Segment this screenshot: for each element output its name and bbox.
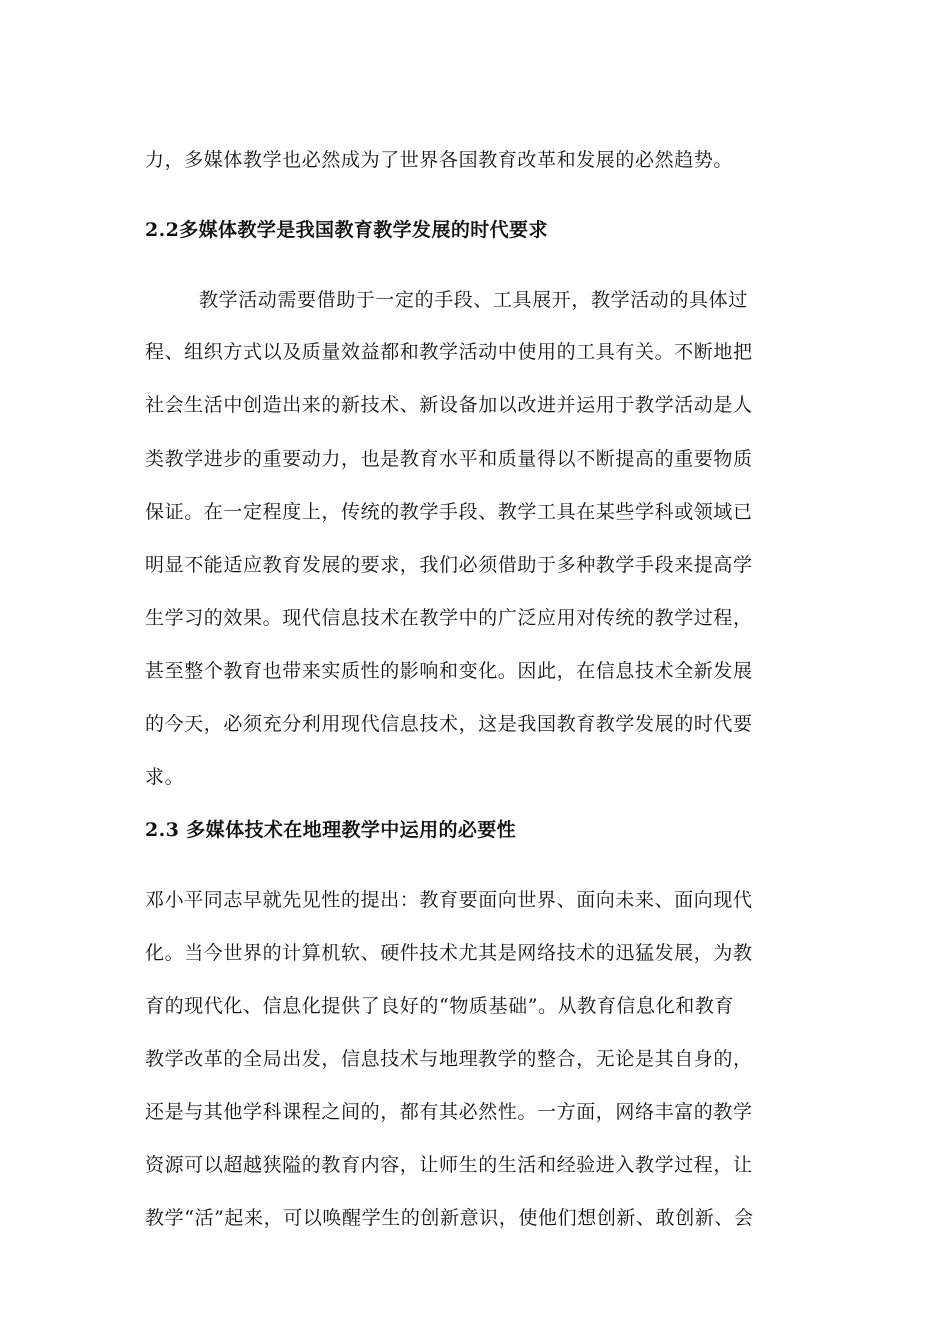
paragraph-line: 类教学进步的重要动力，也是教育水平和质量得以不断提高的重要物质 <box>145 448 753 470</box>
paragraph-line: 的今天，必须充分利用现代信息技术，这是我国教育教学发展的时代要 <box>145 713 753 735</box>
paragraph-line: 化。当今世界的计算机软、硬件技术尤其是网络技术的迅猛发展，为教 <box>145 942 753 964</box>
section-heading-2-2: 2.2多媒体教学是我国教育教学发展的时代要求 <box>145 219 548 241</box>
paragraph-line: 明显不能适应教育发展的要求，我们必须借助于多种教学手段来提高学 <box>145 554 753 576</box>
paragraph-line: 求。 <box>145 766 185 788</box>
paragraph-line: 生学习的效果。现代信息技术在教学中的广泛应用对传统的教学过程， <box>145 607 753 629</box>
section-heading-2-3: 2.3 多媒体技术在地理教学中运用的必要性 <box>145 819 517 841</box>
paragraph-line: 教学“活”起来，可以唤醒学生的创新意识，使他们想创新、敢创新、会 <box>145 1207 754 1229</box>
paragraph-line: 还是与其他学科课程之间的，都有其必然性。一方面，网络丰富的教学 <box>145 1101 753 1123</box>
paragraph-line: 教学改革的全局出发，信息技术与地理教学的整合，无论是其自身的， <box>145 1048 753 1070</box>
paragraph-line: 保证。在一定程度上，传统的教学手段、教学工具在某些学科或领域已 <box>145 501 753 523</box>
paragraph-line: 教学活动需要借助于一定的手段、工具展开，教学活动的具体过 <box>199 289 748 311</box>
paragraph-line: 程、组织方式以及质量效益都和教学活动中使用的工具有关。不断地把 <box>145 341 753 363</box>
paragraph-line: 育的现代化、信息化提供了良好的“物质基础”。从教育信息化和教育 <box>145 995 735 1017</box>
paragraph-line: 甚至整个教育也带来实质性的影响和变化。因此，在信息技术全新发展 <box>145 660 753 682</box>
paragraph-line: 社会生活中创造出来的新技术、新设备加以改进并运用于教学活动是人 <box>145 394 753 416</box>
paragraph-continuation: 力，多媒体教学也必然成为了世界各国教育改革和发展的必然趋势。 <box>145 149 734 171</box>
paragraph-line: 资源可以超越狭隘的教育内容，让师生的生活和经验进入教学过程，让 <box>145 1154 753 1176</box>
paragraph-line: 邓小平同志早就先见性的提出：教育要面向世界、面向未来、面向现代 <box>145 889 753 911</box>
